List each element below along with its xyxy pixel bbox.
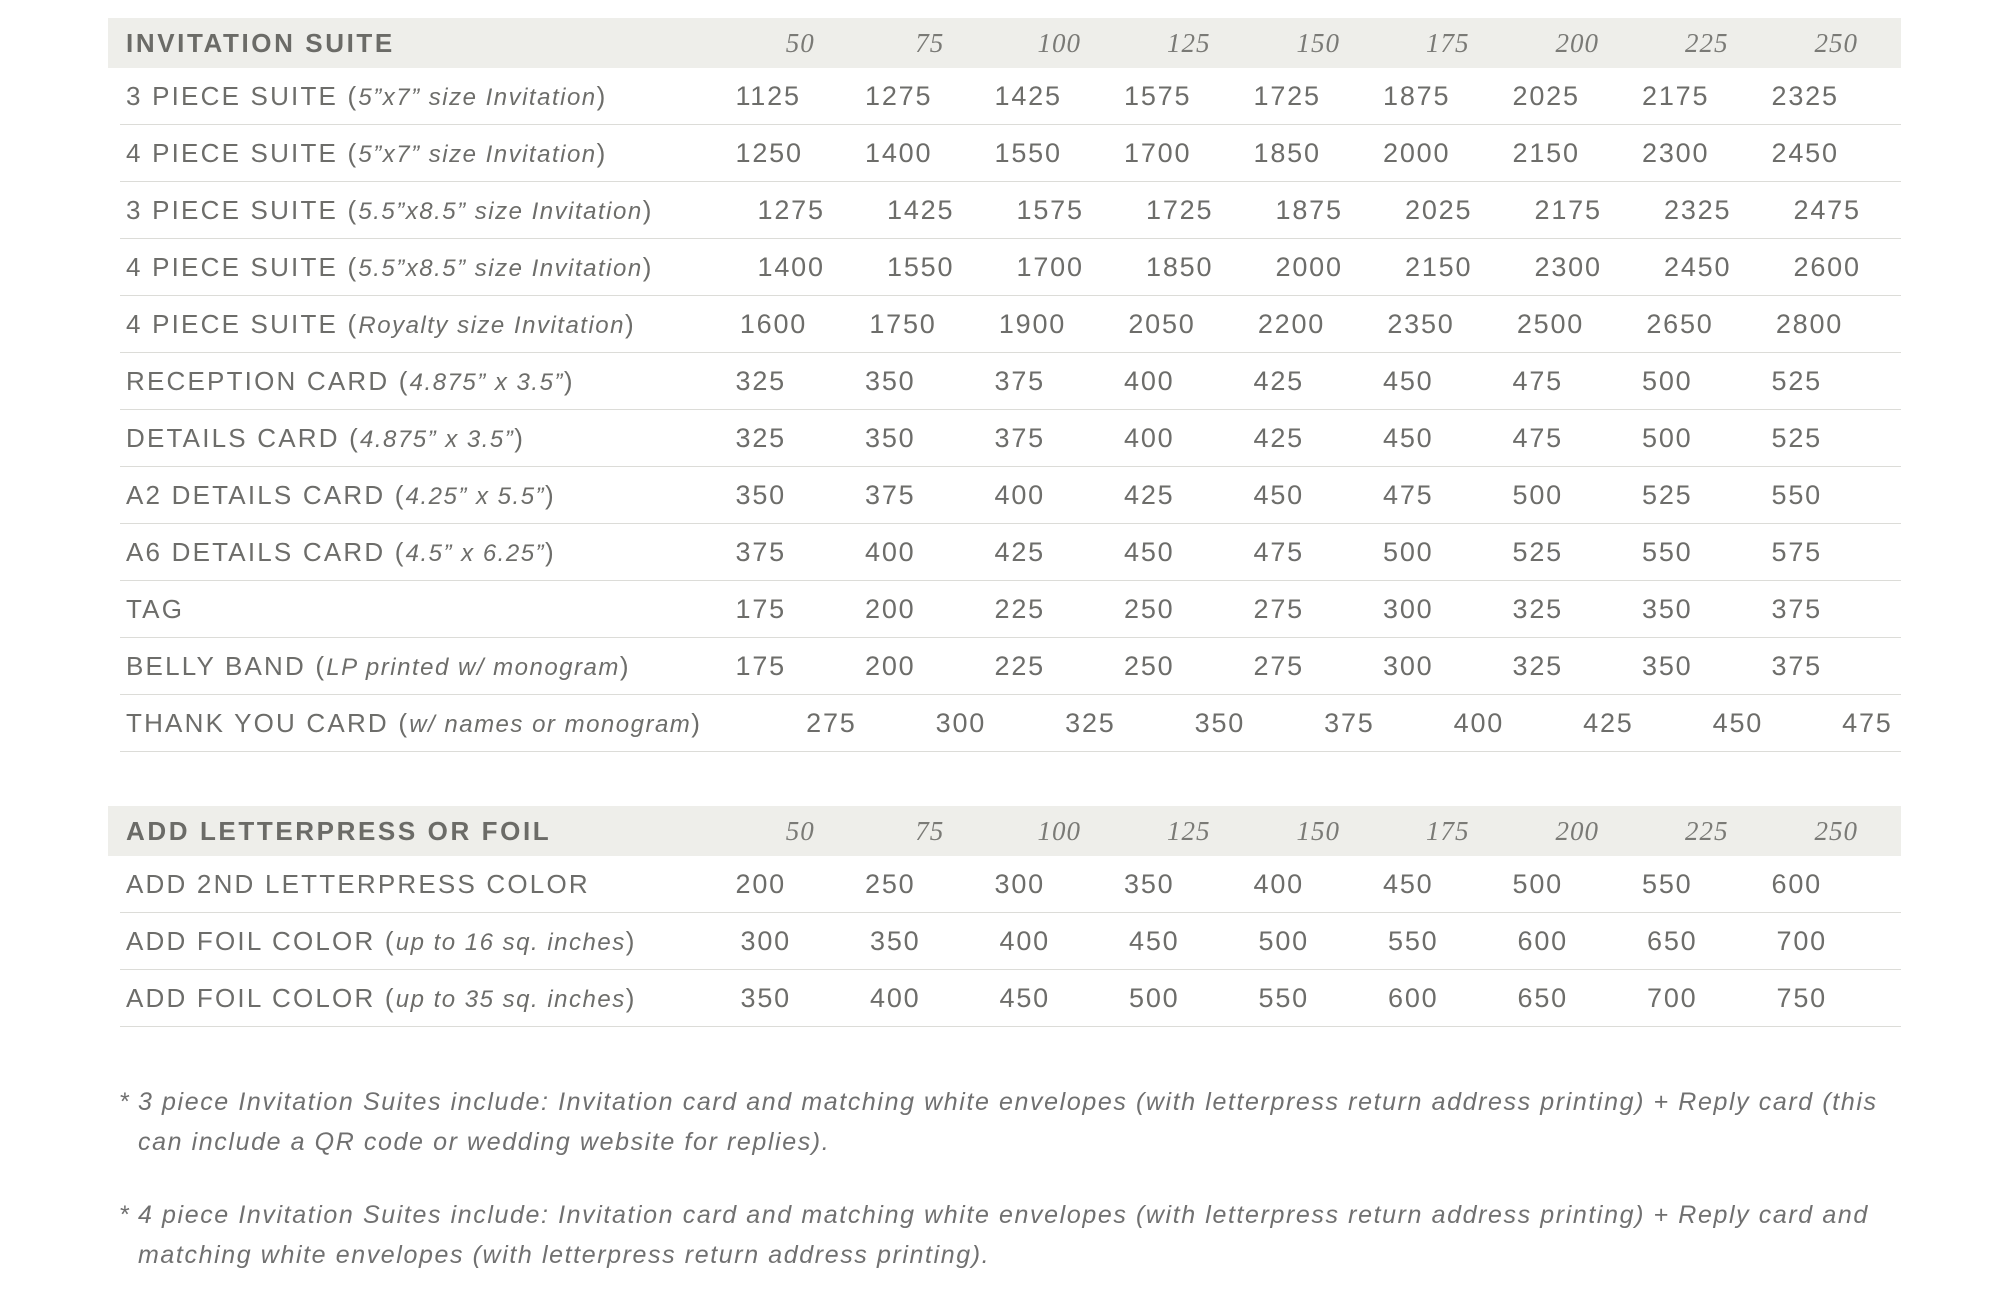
price-cell: 500 [1129, 982, 1180, 1013]
quantity-header-225: 225 [1685, 815, 1729, 846]
item-spec: up to 16 sq. inches [395, 928, 626, 956]
price-cell: 175 [735, 650, 786, 681]
price-cell: 225 [994, 650, 1045, 681]
price-cell: 375 [735, 536, 786, 567]
price-cell: 2325 [1771, 80, 1839, 111]
invitation-suite-table [108, 18, 1901, 752]
item-spec: LP printed w/ monogram [326, 653, 620, 681]
item-spec-close: ) [545, 536, 556, 567]
price-cell: 500 [1512, 479, 1563, 510]
price-cell: 350 [1124, 868, 1175, 899]
letterpress-foil-body [108, 856, 1901, 1027]
quantity-header-175: 175 [1426, 27, 1470, 58]
footnotes [120, 1082, 1900, 1308]
price-cell: 2175 [1642, 80, 1710, 111]
price-cell: 2450 [1664, 251, 1732, 282]
price-cell: 2025 [1405, 194, 1473, 225]
price-cell: 1850 [1146, 251, 1214, 282]
item-name: 3 PIECE SUITE ( [126, 194, 359, 225]
price-row [120, 913, 1901, 970]
quantity-header-125: 125 [1167, 27, 1211, 58]
price-cells [736, 869, 1902, 900]
price-cell: 2800 [1775, 308, 1844, 339]
quantity-header-75: 75 [915, 815, 945, 846]
invitation-suite-header [108, 18, 1901, 68]
price-cell: 375 [1324, 707, 1375, 738]
price-row [120, 239, 1901, 296]
item-name: ADD FOIL COLOR ( [126, 982, 396, 1013]
price-cell: 400 [999, 925, 1050, 956]
price-cell: 450 [1383, 422, 1434, 453]
item-spec: 4.25” x 5.5” [405, 482, 546, 510]
price-cell: 550 [1771, 479, 1822, 510]
price-cell: 1550 [994, 137, 1062, 168]
item-name: A2 DETAILS CARD ( [126, 479, 406, 510]
price-cell: 600 [1771, 868, 1822, 899]
price-cells [736, 81, 1902, 112]
item-label [120, 138, 632, 169]
price-cell: 700 [1647, 982, 1698, 1013]
price-cell: 2025 [1512, 80, 1580, 111]
price-cell: 275 [1253, 593, 1304, 624]
quantity-header-125: 125 [1167, 815, 1211, 846]
price-cells [806, 708, 1972, 739]
price-cell: 550 [1642, 868, 1693, 899]
item-label [120, 869, 632, 900]
quantity-header-250: 250 [1814, 27, 1858, 58]
price-cell: 400 [865, 536, 916, 567]
price-cell: 350 [735, 479, 786, 510]
price-cell: 1425 [887, 194, 955, 225]
item-label [120, 366, 632, 397]
price-row [120, 125, 1901, 182]
price-cell: 350 [1642, 650, 1693, 681]
quantity-header-100: 100 [1037, 815, 1081, 846]
price-cell: 700 [1776, 925, 1827, 956]
price-cell: 550 [1642, 536, 1693, 567]
item-spec-close: ) [619, 650, 631, 681]
price-cell: 475 [1512, 365, 1563, 396]
price-cell: 1575 [1124, 80, 1192, 111]
price-cell: 325 [1065, 707, 1116, 738]
price-cell: 1875 [1275, 194, 1343, 225]
item-label [120, 81, 632, 112]
item-spec-close: ) [642, 194, 654, 225]
price-cell: 425 [1253, 365, 1304, 396]
item-spec: 5.5”x8.5” size Invitation [358, 197, 643, 225]
item-spec-close: ) [563, 365, 575, 396]
price-cell: 2600 [1793, 251, 1861, 282]
price-cell: 200 [865, 650, 916, 681]
price-cell: 350 [1194, 707, 1246, 738]
letterpress-foil-title: ADD LETTERPRESS OR FOIL [126, 815, 552, 846]
item-name: A6 DETAILS CARD ( [126, 536, 406, 567]
price-cell: 500 [1642, 365, 1693, 396]
price-cell: 250 [865, 868, 916, 899]
quantity-header-200: 200 [1555, 27, 1599, 58]
price-cells [736, 138, 1902, 169]
item-name: 3 PIECE SUITE ( [126, 80, 359, 111]
price-cell: 250 [1124, 593, 1175, 624]
item-label [120, 708, 702, 739]
price-cell: 650 [1647, 925, 1698, 956]
price-cell: 2475 [1793, 194, 1861, 225]
price-cell: 400 [1253, 868, 1304, 899]
item-spec-close: ) [545, 479, 556, 510]
price-cell: 450 [1383, 365, 1434, 396]
invitation-suite-title: INVITATION SUITE [126, 27, 395, 58]
price-cell: 425 [1124, 479, 1175, 510]
price-row [120, 410, 1901, 467]
quantity-header-100: 100 [1037, 27, 1081, 58]
item-name: 4 PIECE SUITE ( [126, 137, 359, 168]
footnote-3-piece [120, 1082, 1900, 1162]
item-spec: 4.875” x 3.5” [360, 425, 515, 453]
price-cell: 2300 [1642, 137, 1710, 168]
price-cell: 1900 [998, 308, 1067, 339]
item-name: 4 PIECE SUITE ( [126, 308, 359, 339]
price-cell: 2300 [1534, 251, 1602, 282]
price-cell: 500 [1258, 925, 1309, 956]
price-cell: 1400 [757, 251, 825, 282]
price-cell: 2200 [1257, 308, 1326, 339]
price-cell: 500 [1512, 868, 1563, 899]
footnote-bullet: * [120, 1201, 132, 1229]
price-cell: 325 [1512, 650, 1563, 681]
price-cell: 400 [1124, 422, 1175, 453]
item-name: ADD 2ND LETTERPRESS COLOR [126, 868, 590, 899]
item-label [120, 926, 637, 957]
price-row [120, 68, 1901, 125]
price-cell: 450 [1712, 707, 1764, 738]
price-cells [736, 366, 1902, 397]
item-spec: 5.5”x8.5” size Invitation [358, 254, 643, 282]
item-name: DETAILS CARD ( [126, 422, 361, 453]
quantity-header-175: 175 [1426, 815, 1470, 846]
item-label [120, 309, 636, 340]
item-spec-close: ) [625, 308, 636, 339]
price-cells [736, 537, 1902, 568]
price-cell: 450 [1383, 868, 1434, 899]
price-cell: 600 [1388, 982, 1439, 1013]
price-cells [758, 252, 1924, 283]
price-cell: 275 [1253, 650, 1304, 681]
price-cell: 1725 [1146, 194, 1214, 225]
price-row [120, 353, 1901, 410]
price-row [120, 638, 1901, 695]
item-label [120, 423, 632, 454]
item-spec: up to 35 sq. inches [395, 985, 626, 1013]
item-spec: 5”x7” size Invitation [358, 140, 597, 168]
price-cell: 525 [1512, 536, 1563, 567]
price-cell: 575 [1771, 536, 1822, 567]
price-cell: 2350 [1387, 308, 1455, 339]
price-cell: 425 [1253, 422, 1304, 453]
price-cells [736, 480, 1902, 511]
price-cell: 375 [1771, 650, 1822, 681]
item-spec-close: ) [691, 707, 703, 738]
price-cell: 525 [1771, 422, 1822, 453]
price-cell: 2000 [1275, 251, 1343, 282]
price-cell: 2650 [1646, 308, 1714, 339]
letterpress-foil-table [108, 806, 1901, 1027]
item-label [120, 594, 632, 625]
footnote-text: 4 piece Invitation Suites include: Invitation card and matching white envelopes (with letterpress return address printing) + Reply card and matching white envelopes (with letterpress return address printing). [138, 1201, 1869, 1269]
price-cell: 325 [735, 422, 786, 453]
item-spec: 5”x7” size Invitation [358, 83, 597, 111]
price-cell: 2325 [1664, 194, 1732, 225]
price-cell: 200 [735, 868, 786, 899]
quantity-header-75: 75 [915, 27, 945, 58]
price-cell: 650 [1517, 982, 1568, 1013]
item-label [120, 252, 654, 283]
price-cell: 450 [1129, 925, 1180, 956]
price-cell: 475 [1842, 707, 1893, 738]
quantity-header-250: 250 [1814, 815, 1858, 846]
item-spec: w/ names or monogram [409, 710, 692, 738]
price-cell: 375 [1771, 593, 1822, 624]
price-row [120, 581, 1901, 638]
item-name: TAG [126, 593, 185, 624]
price-cell: 425 [994, 536, 1045, 567]
price-cell: 750 [1776, 982, 1827, 1013]
price-row [120, 970, 1901, 1027]
price-cell: 375 [994, 422, 1045, 453]
item-label [120, 195, 654, 226]
item-spec-close: ) [514, 422, 526, 453]
footnote-text: 3 piece Invitation Suites include: Invitation card and matching white envelopes (with letterpress return address printing) + Reply card (this can include a QR code or wedding website for replies). [138, 1088, 1878, 1156]
price-cell: 1750 [869, 308, 937, 339]
price-cells [736, 423, 1902, 454]
item-spec-close: ) [596, 80, 608, 111]
price-cell: 2450 [1771, 137, 1839, 168]
price-row [120, 296, 1901, 353]
price-cell: 250 [1124, 650, 1175, 681]
price-cell: 400 [1124, 365, 1175, 396]
item-name: THANK YOU CARD ( [126, 707, 410, 738]
price-cell: 400 [994, 479, 1045, 510]
price-cell: 200 [865, 593, 916, 624]
item-spec-close: ) [596, 137, 608, 168]
invitation-suite-body [108, 68, 1901, 752]
item-spec: 4.875” x 3.5” [409, 368, 564, 396]
quantity-header-50: 50 [785, 815, 815, 846]
price-row [120, 467, 1901, 524]
price-cell: 2000 [1383, 137, 1451, 168]
price-cell: 550 [1388, 925, 1439, 956]
price-cell: 1400 [865, 137, 933, 168]
price-cell: 500 [1642, 422, 1693, 453]
footnote-4-piece [120, 1195, 1900, 1275]
price-cell: 350 [870, 925, 921, 956]
price-cell: 300 [740, 925, 791, 956]
quantity-header-225: 225 [1685, 27, 1729, 58]
price-cells [736, 651, 1902, 682]
item-label [120, 983, 637, 1014]
item-label [120, 651, 632, 682]
footnote-bullet: * [120, 1088, 132, 1116]
price-cell: 2150 [1512, 137, 1580, 168]
price-cell: 1600 [739, 308, 808, 339]
price-cell: 400 [1453, 707, 1505, 738]
price-cell: 350 [865, 365, 916, 396]
price-cell: 1250 [735, 137, 803, 168]
price-cell: 1425 [994, 80, 1062, 111]
price-cell: 500 [1383, 536, 1434, 567]
price-cell: 1550 [887, 251, 955, 282]
price-cell: 1275 [757, 194, 825, 225]
price-cell: 2150 [1405, 251, 1473, 282]
quantity-header-cells [736, 28, 1902, 59]
quantity-header-50: 50 [785, 27, 815, 58]
price-cell: 175 [735, 593, 786, 624]
item-label [120, 480, 632, 511]
item-spec: Royalty size Invitation [358, 311, 625, 339]
price-cell: 425 [1583, 707, 1634, 738]
price-cell: 525 [1771, 365, 1822, 396]
price-cell: 1700 [1016, 251, 1084, 282]
item-spec-close: ) [625, 925, 637, 956]
letterpress-foil-header [108, 806, 1901, 856]
price-cell: 600 [1517, 925, 1568, 956]
price-cell: 300 [1383, 650, 1434, 681]
item-name: 4 PIECE SUITE ( [126, 251, 359, 282]
price-cell: 300 [935, 707, 987, 738]
price-cell: 2175 [1534, 194, 1602, 225]
price-row [120, 524, 1901, 581]
price-cell: 325 [735, 365, 786, 396]
price-cell: 450 [999, 982, 1050, 1013]
price-cell: 450 [1253, 479, 1304, 510]
item-name: BELLY BAND ( [126, 650, 327, 681]
quantity-header-200: 200 [1555, 815, 1599, 846]
price-cell: 475 [1383, 479, 1434, 510]
price-cell: 1725 [1253, 80, 1321, 111]
price-cell: 475 [1512, 422, 1563, 453]
price-cell: 375 [865, 479, 916, 510]
price-cell: 350 [1642, 593, 1693, 624]
price-cell: 2500 [1516, 308, 1585, 339]
price-cell: 2050 [1128, 308, 1196, 339]
price-cells [740, 309, 1906, 340]
price-cell: 1275 [865, 80, 933, 111]
price-cell: 475 [1253, 536, 1304, 567]
price-cell: 300 [1383, 593, 1434, 624]
quantity-header-cells [736, 816, 1902, 847]
price-cells [741, 926, 1907, 957]
price-cell: 1700 [1124, 137, 1192, 168]
price-cells [758, 195, 1924, 226]
price-cells [736, 594, 1902, 625]
price-cells [741, 983, 1907, 1014]
price-cell: 525 [1642, 479, 1693, 510]
price-row [120, 182, 1901, 239]
price-cell: 300 [994, 868, 1045, 899]
price-cell: 225 [994, 593, 1045, 624]
item-name: ADD FOIL COLOR ( [126, 925, 396, 956]
price-cell: 1850 [1253, 137, 1321, 168]
price-cell: 450 [1124, 536, 1175, 567]
price-cell: 1875 [1383, 80, 1451, 111]
price-row [120, 856, 1901, 913]
item-name: RECEPTION CARD ( [126, 365, 410, 396]
price-cell: 275 [806, 707, 857, 738]
item-spec-close: ) [642, 251, 654, 282]
price-cell: 1575 [1016, 194, 1084, 225]
price-cell: 350 [740, 982, 791, 1013]
item-spec: 4.5” x 6.25” [405, 539, 546, 567]
price-cell: 1125 [735, 80, 801, 111]
price-cell: 550 [1258, 982, 1309, 1013]
item-spec-close: ) [625, 982, 637, 1013]
price-row [120, 695, 1901, 752]
price-cell: 400 [870, 982, 921, 1013]
quantity-header-150: 150 [1296, 27, 1340, 58]
item-label [120, 537, 632, 568]
price-cell: 350 [865, 422, 916, 453]
price-cell: 375 [994, 365, 1045, 396]
quantity-header-150: 150 [1296, 815, 1340, 846]
price-cell: 325 [1512, 593, 1563, 624]
